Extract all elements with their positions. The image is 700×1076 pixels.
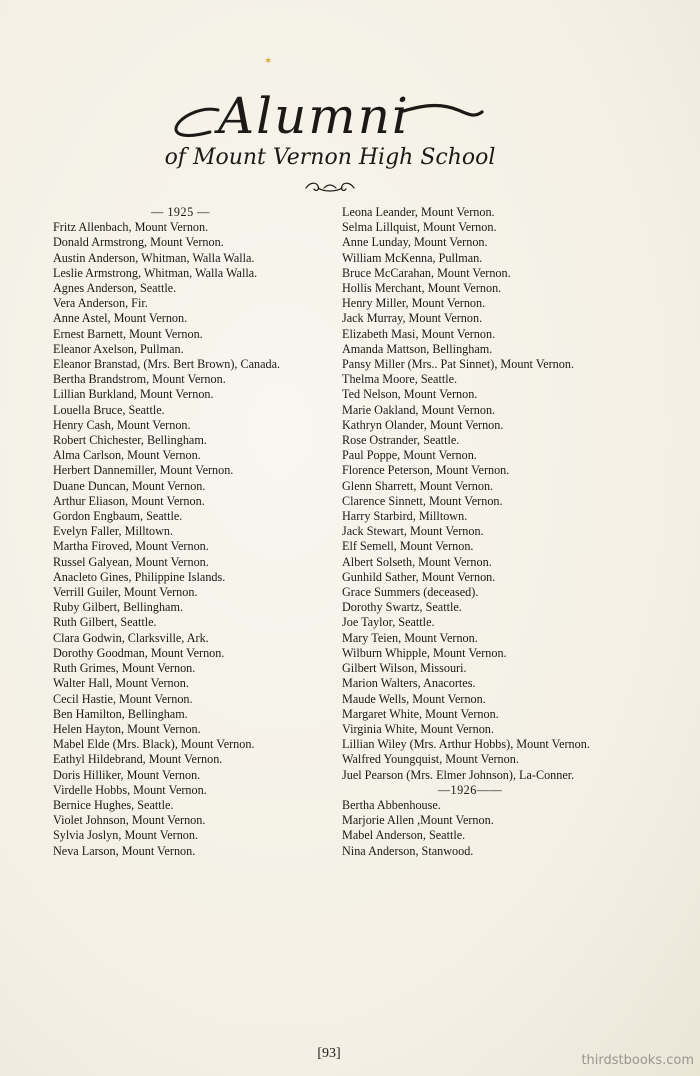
alumni-entry: Anne Lunday, Mount Vernon. (342, 235, 488, 250)
year-heading: —1926—— (437, 782, 503, 797)
alumni-entry: Bertha Abbenhouse. (342, 797, 441, 812)
alumni-entry: Bruce McCarahan, Mount Vernon. (342, 265, 511, 280)
alumni-entry: Verrill Guiler, Mount Vernon. (53, 585, 198, 600)
alumni-entry: Eleanor Branstad, (Mrs. Bert Brown), Canada. (53, 357, 281, 372)
alumni-entry: Juel Pearson (Mrs. Elmer Johnson), La-Conner. (342, 767, 575, 782)
alumni-entry: Selma Lillquist, Mount Vernon. (342, 220, 497, 235)
alumni-entry: Robert Chichester, Bellingham. (53, 433, 207, 448)
alumni-entry: Maude Wells, Mount Vernon. (342, 691, 486, 706)
alumni-entry: Grace Summers (deceased). (342, 585, 479, 600)
star-ornament-icon: ✶ (264, 56, 273, 67)
alumni-entry: Florence Peterson, Mount Vernon. (342, 463, 510, 478)
page-number: [93] (317, 1046, 341, 1061)
scroll-ornament-icon (302, 182, 358, 194)
alumni-entry: Jack Murray, Mount Vernon. (342, 311, 483, 326)
alumni-entry: Duane Duncan, Mount Vernon. (53, 478, 206, 493)
alumni-entry: Mary Teien, Mount Vernon. (342, 630, 478, 645)
alumni-entry: Bertha Brandstrom, Mount Vernon. (53, 372, 226, 387)
alumni-entry: Virginia White, Mount Vernon. (342, 721, 494, 736)
alumni-list-left (53, 205, 308, 859)
alumni-entry: Ruth Grimes, Mount Vernon. (53, 661, 196, 676)
alumni-entry: Virdelle Hobbs, Mount Vernon. (53, 782, 207, 797)
alumni-entry: Walfred Youngquist, Mount Vernon. (342, 752, 519, 767)
alumni-entry: Marion Walters, Anacortes. (342, 676, 476, 691)
alumni-entry: Marjorie Allen ,Mount Vernon. (342, 813, 494, 828)
alumni-entry: Ruby Gilbert, Bellingham. (53, 600, 183, 615)
alumni-entry: Rose Ostrander, Seattle. (342, 433, 460, 448)
alumni-entry: Jack Stewart, Mount Vernon. (342, 524, 484, 539)
alumni-entry: Ernest Barnett, Mount Vernon. (53, 326, 203, 341)
alumni-entry: Elf Semell, Mount Vernon. (342, 539, 474, 554)
alumni-entry: Hollis Merchant, Mount Vernon. (342, 281, 502, 296)
alumni-entry: Sylvia Joslyn, Mount Vernon. (53, 828, 199, 843)
page-subtitle: of Mount Vernon High School (164, 145, 496, 170)
alumni-entry: Donald Armstrong, Mount Vernon. (53, 235, 224, 250)
alumni-entry: Glenn Sharrett, Mount Vernon. (342, 478, 494, 493)
alumni-entry: Leslie Armstrong, Whitman, Walla Walla. (53, 265, 258, 280)
alumni-entry: Evelyn Faller, Milltown. (53, 524, 174, 539)
alumni-entry: Ted Nelson, Mount Vernon. (342, 387, 478, 402)
alumni-entry: Russel Galyean, Mount Vernon. (53, 554, 209, 569)
alumni-entry: Kathryn Olander, Mount Vernon. (342, 417, 504, 432)
alumni-entry: Louella Bruce, Seattle. (53, 402, 165, 417)
alumni-entry: Neva Larson, Mount Vernon. (53, 843, 196, 858)
alumni-entry: Lillian Burkland, Mount Vernon. (53, 387, 214, 402)
alumni-entry: Henry Miller, Mount Vernon. (342, 296, 486, 311)
alumni-entry: Mabel Anderson, Seattle. (342, 828, 466, 843)
alumni-entry: Martha Firoved, Mount Vernon. (53, 539, 209, 554)
alumni-entry: Clarence Sinnett, Mount Vernon. (342, 493, 503, 508)
alumni-entry: Wilburn Whipple, Mount Vernon. (342, 645, 507, 660)
alumni-entry: Paul Poppe, Mount Vernon. (342, 448, 477, 463)
alumni-entry: Agnes Anderson, Seattle. (53, 281, 177, 296)
alumni-entry: Ruth Gilbert, Seattle. (53, 615, 157, 630)
alumni-entry: Austin Anderson, Whitman, Walla Walla. (53, 250, 255, 265)
alumni-entry: Elizabeth Masi, Mount Vernon. (342, 326, 496, 341)
alumni-entry: William McKenna, Pullman. (342, 250, 483, 265)
alumni-entry: Ben Hamilton, Bellingham. (53, 706, 188, 721)
watermark: thirdstbooks.com (581, 1053, 694, 1068)
page-title (170, 88, 490, 148)
alumni-entry: Helen Hayton, Mount Vernon. (53, 721, 201, 736)
alumni-entry: Clara Godwin, Clarksville, Ark. (53, 630, 209, 645)
alumni-entry: Bernice Hughes, Seattle. (53, 797, 174, 812)
alumni-entry: Anacleto Gines, Philippine Islands. (53, 569, 226, 584)
alumni-entry: Violet Johnson, Mount Vernon. (53, 813, 206, 828)
alumni-entry: Vera Anderson, Fir. (53, 296, 148, 311)
alumni-entry: Arthur Eliason, Mount Vernon. (53, 493, 205, 508)
alumni-entry: Fritz Allenbach, Mount Vernon. (53, 220, 209, 235)
alumni-entry: Gordon Engbaum, Seattle. (53, 509, 183, 524)
alumni-entry: Marie Oakland, Mount Vernon. (342, 402, 496, 417)
alumni-entry: Dorothy Swartz, Seattle. (342, 600, 462, 615)
year-heading: — 1925 — (151, 205, 210, 219)
alumni-entry: Walter Hall, Mount Vernon. (53, 676, 189, 691)
alumni-entry: Margaret White, Mount Vernon. (342, 706, 499, 721)
alumni-entry: Thelma Moore, Seattle. (342, 372, 458, 387)
alumni-list-right (342, 205, 598, 859)
alumni-entry: Gilbert Wilson, Missouri. (342, 661, 467, 676)
alumni-entry: Nina Anderson, Stanwood. (342, 843, 474, 858)
alumni-entry: Lillian Wiley (Mrs. Arthur Hobbs), Mount Vernon. (342, 737, 590, 752)
alumni-entry: Gunhild Sather, Mount Vernon. (342, 569, 496, 584)
alumni-entry: Eathyl Hildebrand, Mount Vernon. (53, 752, 223, 767)
alumni-entry: Albert Solseth, Mount Vernon. (342, 554, 492, 569)
alumni-entry: Mabel Elde (Mrs. Black), Mount Vernon. (53, 737, 255, 752)
title-text: Alumni (218, 87, 410, 145)
alumni-entry: Herbert Dannemiller, Mount Vernon. (53, 463, 234, 478)
alumni-entry: Alma Carlson, Mount Vernon. (53, 448, 201, 463)
alumni-entry: Pansy Miller (Mrs.. Pat Sinnet), Mount Vernon. (342, 357, 575, 372)
alumni-entry: Cecil Hastie, Mount Vernon. (53, 691, 193, 706)
alumni-entry: Amanda Mattson, Bellingham. (342, 341, 493, 356)
alumni-entry: Leona Leander, Mount Vernon. (342, 205, 495, 219)
alumni-entry: Harry Starbird, Milltown. (342, 509, 468, 524)
alumni-entry: Dorothy Goodman, Mount Vernon. (53, 645, 225, 660)
alumni-entry: Henry Cash, Mount Vernon. (53, 417, 191, 432)
alumni-entry: Doris Hilliker, Mount Vernon. (53, 767, 201, 782)
alumni-entry: Eleanor Axelson, Pullman. (53, 341, 184, 356)
alumni-entry: Anne Astel, Mount Vernon. (53, 311, 188, 326)
alumni-entry: Joe Taylor, Seattle. (342, 615, 435, 630)
